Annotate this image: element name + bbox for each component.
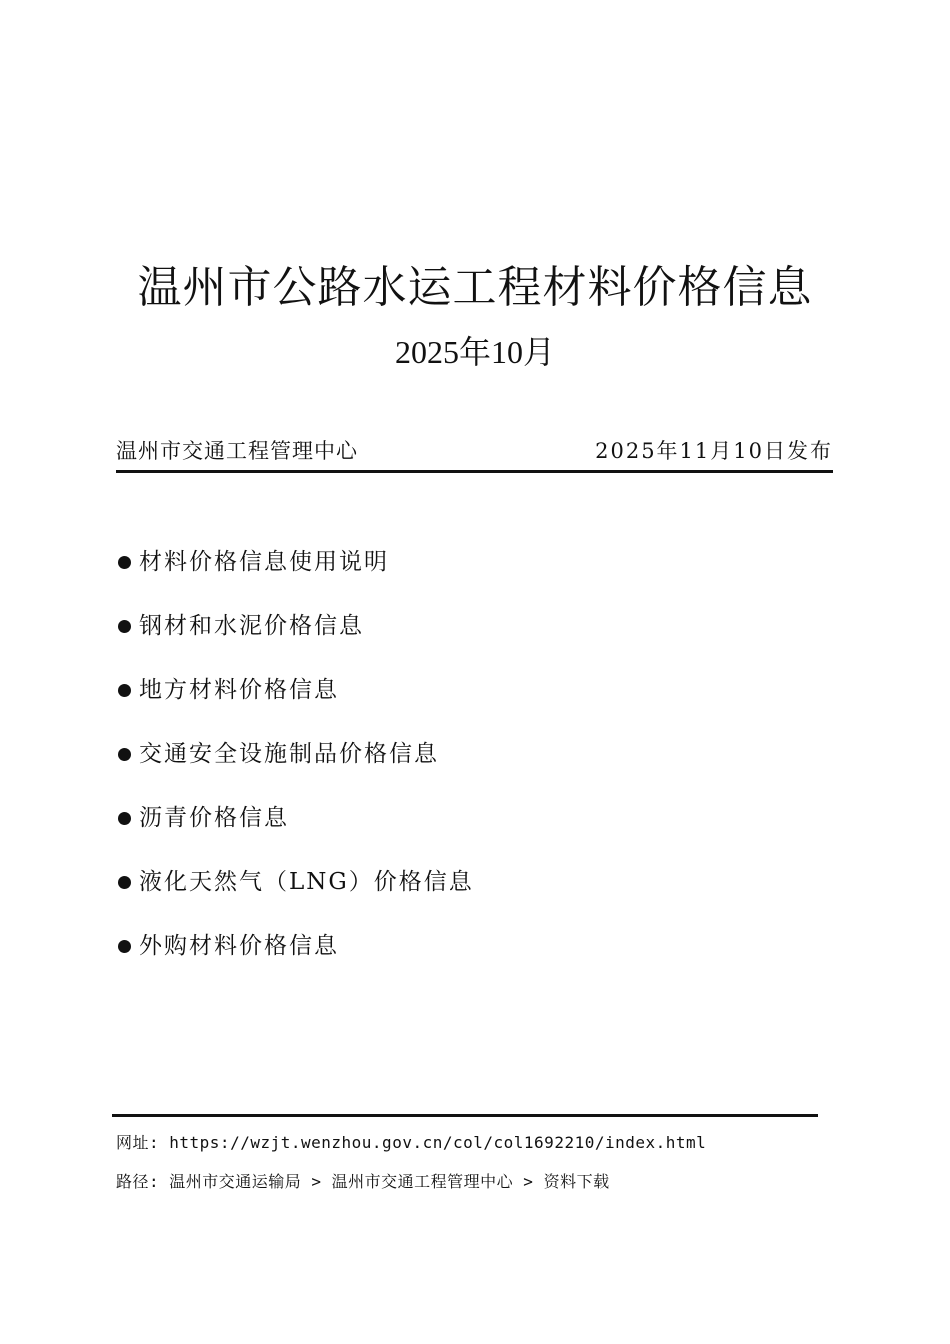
bullet-icon bbox=[118, 812, 131, 825]
document-period: 2025年10月 bbox=[394, 334, 555, 370]
bullet-icon bbox=[118, 620, 131, 633]
footer-path: 路径: 温州市交通运输局 > 温州市交通工程管理中心 > 资料下载 bbox=[116, 1172, 610, 1191]
toc-item-label: 沥青价格信息 bbox=[139, 805, 289, 831]
issuer-name: 温州市交通工程管理中心 bbox=[116, 439, 358, 463]
bullet-icon bbox=[118, 556, 131, 569]
document-title: 温州市公路水运工程材料价格信息 bbox=[137, 262, 813, 313]
toc-item bbox=[118, 604, 474, 668]
bullet-icon bbox=[118, 748, 131, 761]
footer-url: 网址: https://wzjt.wenzhou.gov.cn/col/col1692210/index.html bbox=[116, 1133, 707, 1152]
table-of-contents bbox=[118, 540, 474, 988]
issuer-row bbox=[116, 434, 833, 468]
publish-date: 2025年11月10日发布 bbox=[595, 439, 833, 463]
toc-item bbox=[118, 860, 474, 924]
toc-item bbox=[118, 924, 474, 988]
bullet-icon bbox=[118, 876, 131, 889]
header-divider bbox=[116, 470, 833, 473]
footer-divider bbox=[112, 1114, 818, 1117]
toc-item bbox=[118, 732, 474, 796]
toc-item-label: 外购材料价格信息 bbox=[139, 933, 339, 959]
bullet-icon bbox=[118, 940, 131, 953]
toc-item bbox=[118, 668, 474, 732]
toc-item-label: 地方材料价格信息 bbox=[139, 677, 339, 703]
toc-item bbox=[118, 796, 474, 860]
bullet-icon bbox=[118, 684, 131, 697]
toc-item-label: 液化天然气（LNG）价格信息 bbox=[139, 869, 474, 895]
toc-item-label: 材料价格信息使用说明 bbox=[139, 549, 389, 575]
toc-item-label: 交通安全设施制品价格信息 bbox=[139, 741, 439, 767]
toc-item bbox=[118, 540, 474, 604]
toc-item-label: 钢材和水泥价格信息 bbox=[139, 613, 364, 639]
